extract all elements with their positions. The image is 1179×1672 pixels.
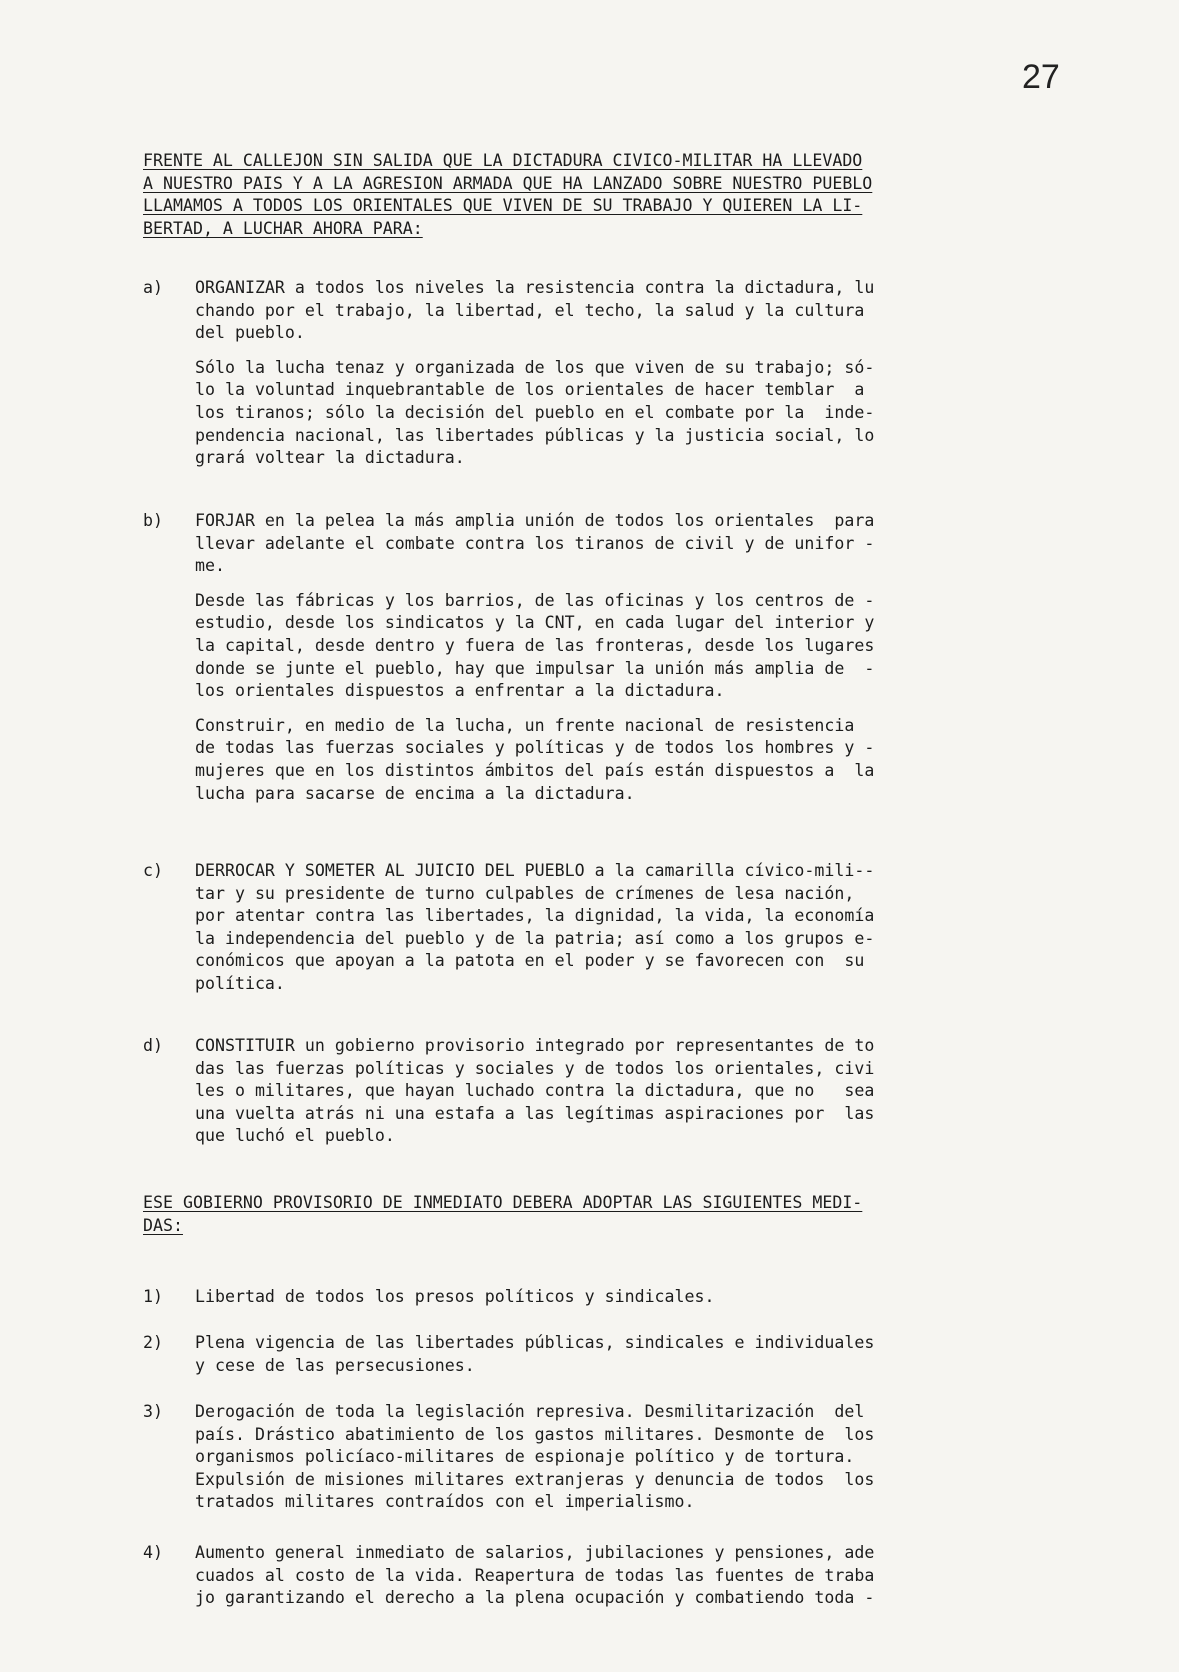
text-line: donde se junte el pueblo, hay que impulsar la unión más amplia de - (195, 658, 875, 678)
text-line: por atentar contra las libertades, la dignidad, la vida, la economía (195, 906, 875, 926)
text-line: lo la voluntad inquebrantable de los orientales de hacer temblar a (195, 380, 865, 400)
page-number: 27 (1022, 58, 1060, 96)
paragraph (195, 590, 874, 703)
text-line: me. (195, 556, 225, 576)
text-line: Sólo la lucha tenaz y organizada de los que viven de su trabajo; só- (195, 357, 875, 377)
text-line: país. Drástico abatimiento de los gastos militares. Desmonte de los (195, 1424, 875, 1444)
measure-body (195, 1332, 874, 1377)
measure-body (195, 1286, 715, 1309)
heading-line: DAS: (143, 1215, 183, 1235)
paragraph (195, 510, 874, 578)
measure-label: 4) (143, 1543, 163, 1562)
text-line: Aumento general inmediato de salarios, jubilaciones y pensiones, ade (195, 1543, 875, 1562)
text-line: llevar adelante el combate contra los tiranos de civil y de unifor - (195, 533, 875, 553)
measure-body (195, 1401, 874, 1514)
paragraph (195, 1035, 874, 1148)
text-line: tar y su presidente de turno culpables de crímenes de lesa nación, (195, 883, 855, 903)
text-line: política. (195, 973, 285, 993)
paragraph (195, 357, 874, 470)
text-line: que luchó el pueblo. (195, 1126, 395, 1146)
text-line: mujeres que en los distintos ámbitos del país están dispuestos a la (195, 760, 875, 780)
measure-label: 1) (143, 1287, 163, 1306)
text-line: DERROCAR Y SOMETER AL JUICIO DEL PUEBLO a la camarilla cívico-mili-- (195, 861, 875, 880)
text-line: FORJAR en la pelea la más amplia unión de todos los orientales para (195, 511, 875, 530)
text-line: los orientales dispuestos a enfrentar a la dictadura. (195, 681, 725, 701)
text-line: Libertad de todos los presos políticos y sindicales. (195, 1287, 715, 1306)
text-line: organismos policíaco-militares de espionaje político y de tortura. (195, 1447, 855, 1467)
text-line: jo garantizando el derecho a la plena ocupación y combatiendo toda - (195, 1588, 875, 1608)
heading-line: A NUESTRO PAIS Y A LA AGRESION ARMADA QUE HA LANZADO SOBRE NUESTRO PUEBLO (143, 173, 873, 193)
text-line: Plena vigencia de las libertades públicas, sindicales e individuales (195, 1333, 875, 1352)
measures-heading (143, 1192, 862, 1237)
text-line: das las fuerzas políticas y sociales y de todos los orientales, civi (195, 1058, 875, 1078)
measure-label: 2) (143, 1333, 163, 1352)
item-label: b) (143, 511, 163, 530)
text-line: Expulsión de misiones militares extranjeras y denuncia de todos los (195, 1469, 875, 1489)
paragraph (195, 277, 874, 345)
heading-line: BERTAD, A LUCHAR AHORA PARA: (143, 218, 423, 238)
text-line: lucha para sacarse de encima a la dictadura. (195, 783, 635, 803)
text-line: Construir, en medio de la lucha, un frente nacional de resistencia (195, 715, 855, 735)
heading-line: FRENTE AL CALLEJON SIN SALIDA QUE LA DICTADURA CIVICO-MILITAR HA LLEVADO (143, 151, 863, 170)
text-line: de todas las fuerzas sociales y políticas y de todos los hombres y - (195, 738, 875, 758)
text-line: chando por el trabajo, la libertad, el techo, la salud y la cultura (195, 300, 865, 320)
text-line: Desde las fábricas y los barrios, de las oficinas y los centros de - (195, 590, 875, 610)
measure-body (195, 1542, 874, 1610)
text-line: y cese de las persecusiones. (195, 1355, 475, 1375)
item-body (195, 510, 874, 817)
text-line: los tiranos; sólo la decisión del pueblo en el combate por la inde- (195, 402, 875, 422)
text-line: CONSTITUIR un gobierno provisorio integrado por representantes de to (195, 1036, 875, 1055)
text-line: una vuelta atrás ni una estafa a las legítimas aspiraciones por las (195, 1103, 875, 1123)
item-body (195, 277, 874, 482)
item-body (195, 860, 874, 1008)
text-line: la independencia del pueblo y de la patria; así como a los grupos e- (195, 928, 875, 948)
text-line: Derogación de toda la legislación represiva. Desmilitarización del (195, 1402, 865, 1421)
item-label: d) (143, 1036, 163, 1055)
item-label: c) (143, 861, 163, 880)
heading-line: ESE GOBIERNO PROVISORIO DE INMEDIATO DEBERA ADOPTAR LAS SIGUIENTES MEDI- (143, 1193, 863, 1212)
measure-label: 3) (143, 1402, 163, 1421)
paragraph (195, 715, 874, 805)
text-line: grará voltear la dictadura. (195, 448, 465, 468)
text-line: pendencia nacional, las libertades públicas y la justicia social, lo (195, 425, 875, 445)
text-line: tratados militares contraídos con el imperialismo. (195, 1492, 695, 1512)
opening-heading (143, 150, 872, 240)
text-line: conómicos que apoyan a la patota en el poder y se favorecen con su (195, 951, 865, 971)
paragraph (195, 860, 874, 996)
item-body (195, 1035, 874, 1160)
heading-line: LLAMAMOS A TODOS LOS ORIENTALES QUE VIVEN DE SU TRABAJO Y QUIEREN LA LI- (143, 196, 863, 216)
text-line: cuados al costo de la vida. Reapertura de todas las fuentes de traba (195, 1565, 875, 1585)
text-line: estudio, desde los sindicatos y la CNT, en cada lugar del interior y (195, 613, 875, 633)
item-label: a) (143, 278, 163, 297)
text-line: del pueblo. (195, 323, 305, 343)
text-line: ORGANIZAR a todos los niveles la resistencia contra la dictadura, lu (195, 278, 875, 297)
text-line: la capital, desde dentro y fuera de las fronteras, desde los lugares (195, 635, 875, 655)
text-line: les o militares, que hayan luchado contra la dictadura, que no sea (195, 1081, 875, 1101)
